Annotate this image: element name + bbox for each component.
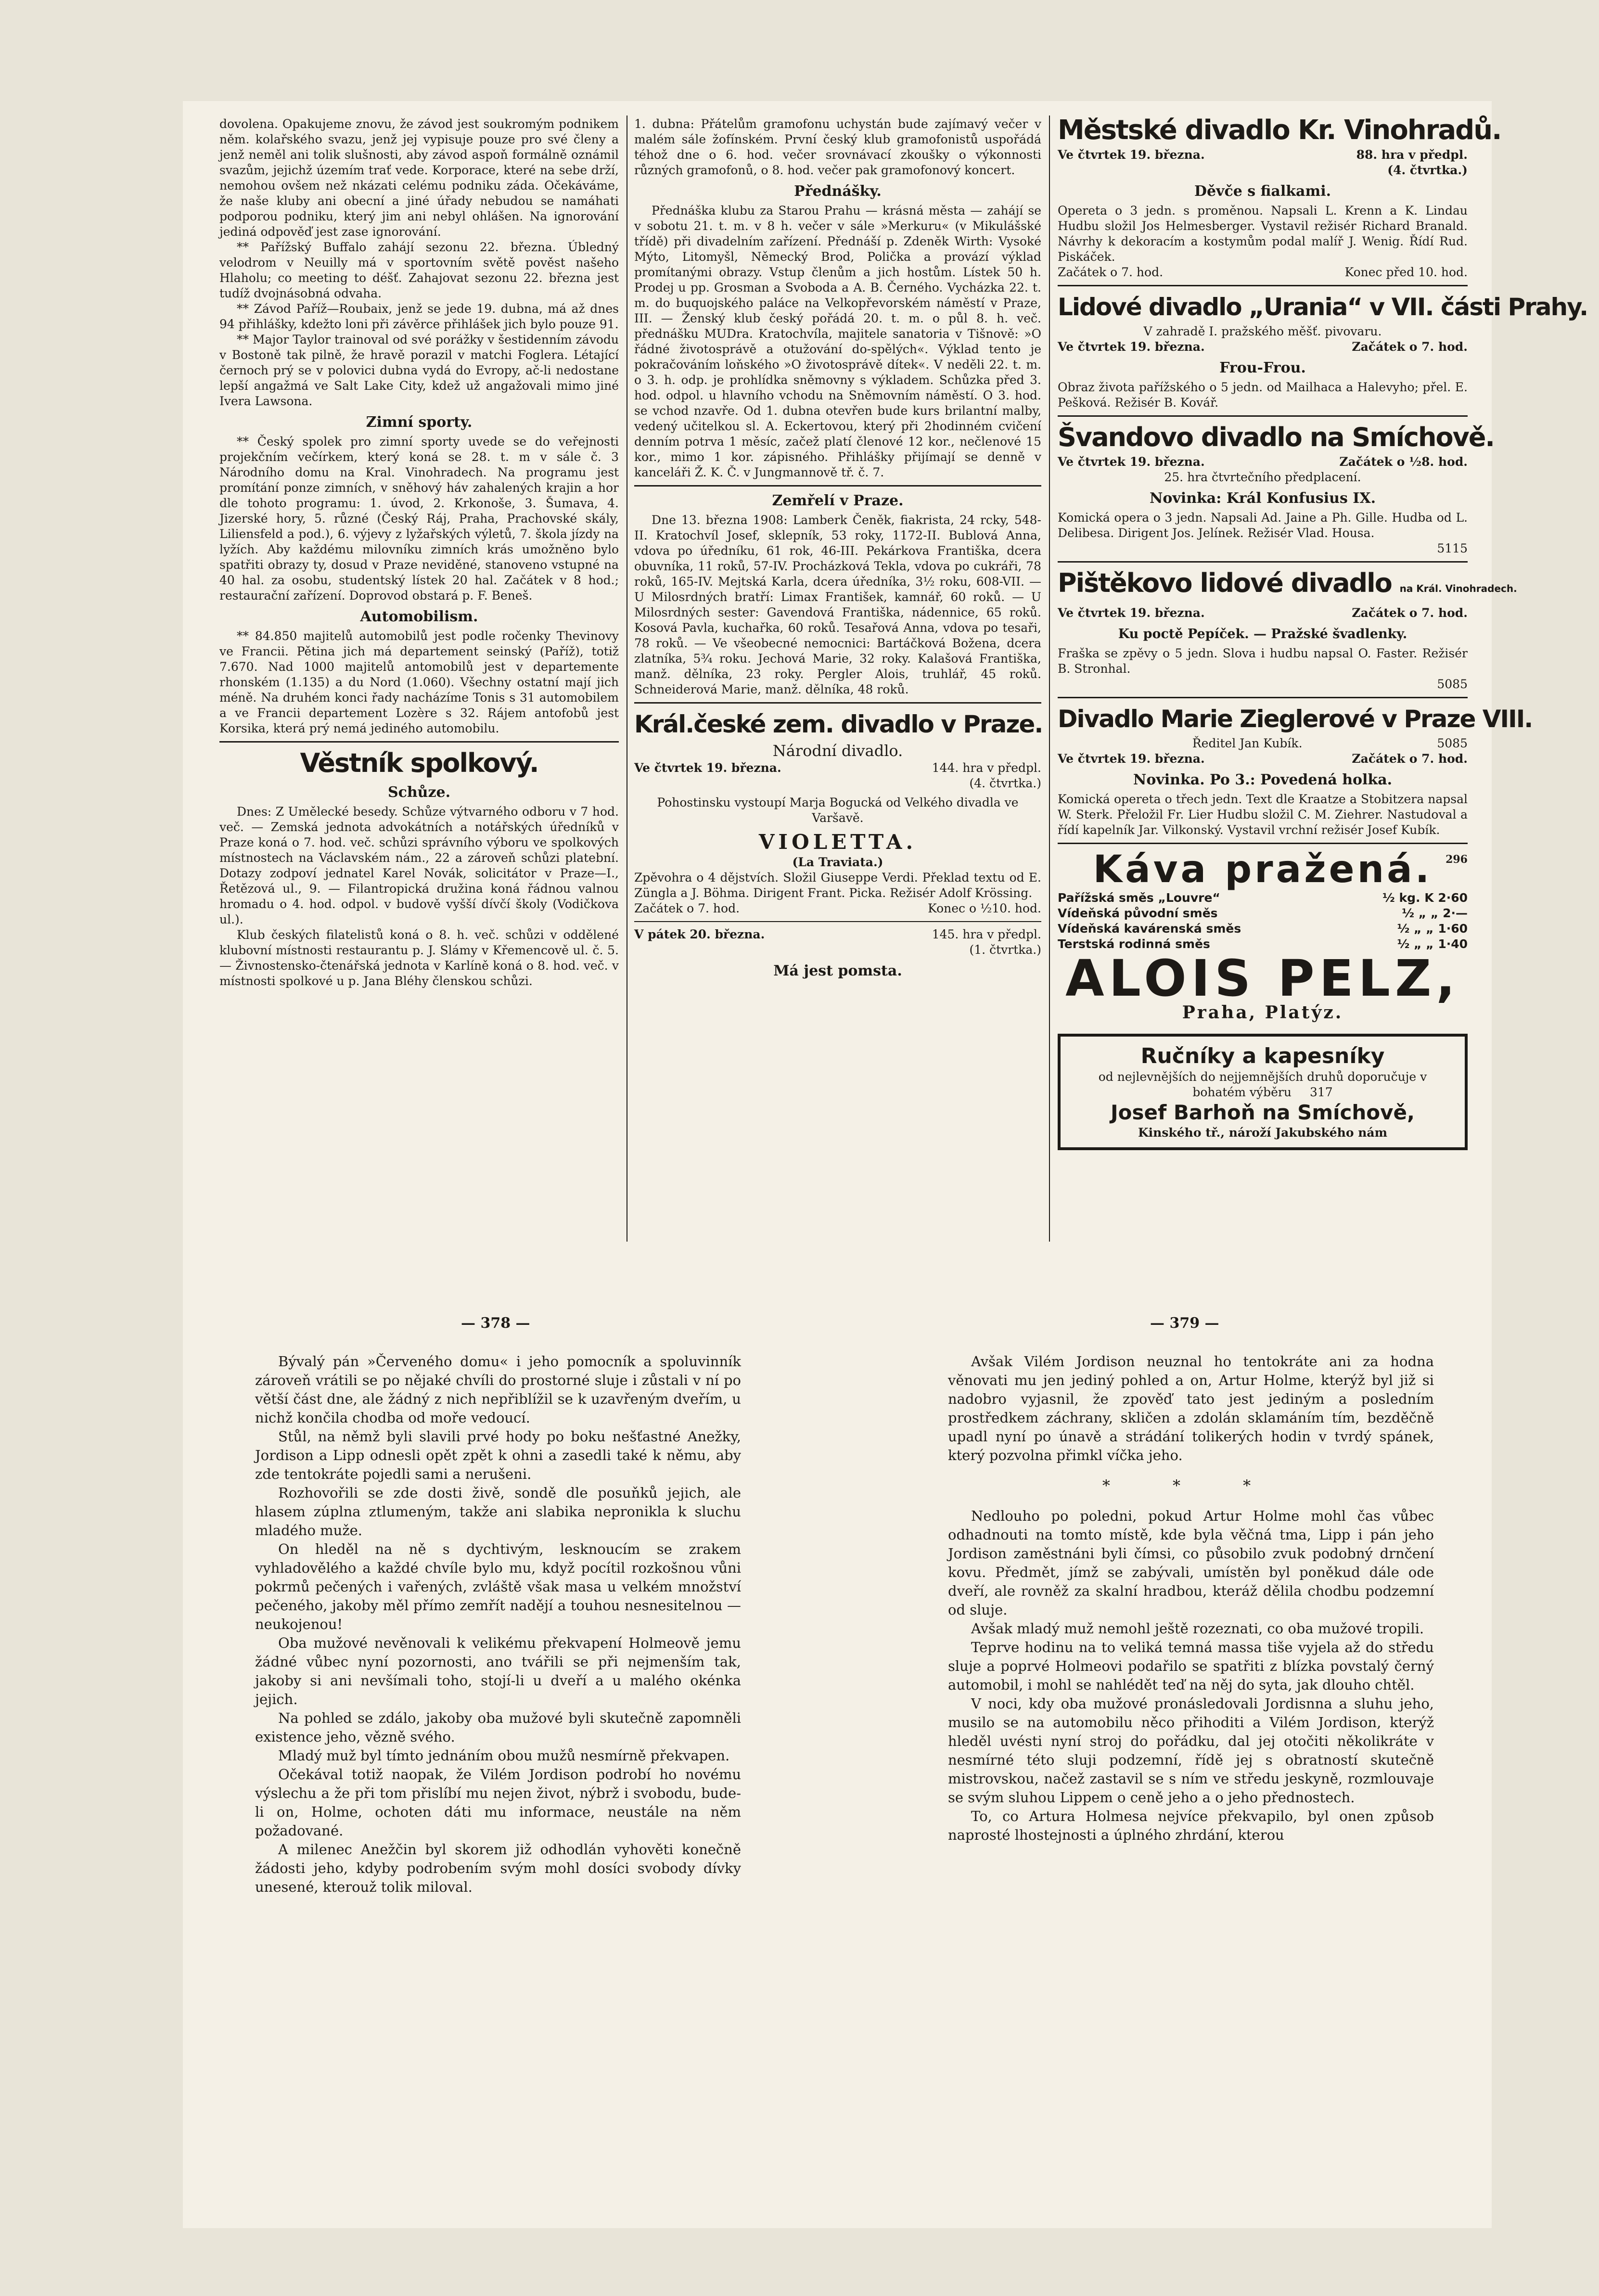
guest-note: Pohostinsku vystoupí Marja Bogucká od Velkého divadla ve Varšavě. xyxy=(657,795,1019,825)
story-paragraph: Avšak mladý muž nemohl ještě rozeznati, co oba mužové tropili. xyxy=(971,1620,1424,1637)
coffee-ad xyxy=(1058,849,1468,890)
sports-item-taylor: ** Major Taylor trainoval od své porážky v šestidenním závodu v Bostoně tak pilně, že hravě porazil v matchi Foglera. Létající černoch prý se v polovici dubna vydá do Evropy, ač-li nedostane lepší angažmá ve Salt Lake City, kdež už angažovali mimo jiné Ivera Lawsona. xyxy=(219,333,619,408)
section-heading-auto: Automobilism. xyxy=(360,608,478,625)
divider xyxy=(634,485,1041,487)
theatre-pistek-name: Pištěkovo lidové divadlo xyxy=(1058,568,1392,598)
play-description: Opereta o 3 jedn. s proměnou. Napsali L. Krenn a K. Lindau Hudbu složil Jos Helmesberger. Vystavil režisér Richard Branald. Návrhy k dekoracím a kostymům podal malíř J. Wenig. Řídí Rud. Piskáček. xyxy=(1058,204,1468,264)
schedule-date: Ve čtvrtek 19. března. xyxy=(1058,455,1205,469)
play-title: Novinka. Po 3.: Povedená holka. xyxy=(1133,771,1393,788)
towels-ad xyxy=(1058,1034,1468,1150)
theatre-ziegler-title: Divadlo Marie Zieglerové v Praze VIII. xyxy=(1058,705,1533,733)
schedule-row xyxy=(634,942,1041,958)
start-time: Začátek o 7. hod. xyxy=(1352,340,1468,354)
theatre-pistek-location: na Král. Vinohradech. xyxy=(1399,583,1517,594)
column-divider xyxy=(1049,115,1050,1242)
section-break-stars: * * * xyxy=(1102,1476,1280,1495)
schedule-date: Ve čtvrtek 19. března. xyxy=(1058,752,1205,766)
schedule-row xyxy=(1058,454,1468,470)
story-paragraph: On hleděl na ně s dychtivým, lesknoucím se zrakem vyhladovělého a každé chvíle bylo mu, když pocítil rozkošnou vůni pokrmů pečených i vařených, zvláště však masa u velkém množství pečeného, jakoby měl přímo zemřít nadějí a touhou nesnesitelnou — neukojenou! xyxy=(255,1541,741,1632)
merchant-address: Praha, Platýz. xyxy=(1182,1002,1343,1023)
divider xyxy=(634,702,1041,704)
play-description: Fraška se zpěvy o 5 jedn. Slova i hudbu napsal O. Faster. Režisér B. Stronhal. xyxy=(1058,646,1468,676)
column-theatres xyxy=(1058,112,1588,1150)
story-paragraph: Mladý muž byl tímto jednáním obou mužů nesmírně překvapen. xyxy=(278,1747,730,1764)
schedule-date: Ve čtvrtek 19. března. xyxy=(1058,606,1205,620)
gramophone-text: 1. dubna: Přátelům gramofonu uchystán bude zajímavý večer v malém sále žofínském. První český klub gramofonistů uspořádá téhož dne o 6. hod. večer srovnávací zkoušky o výkonnosti různých gramofonů, o 8. hod. večer pak gramofonový koncert. xyxy=(634,117,1041,177)
page-number-right: — 379 — xyxy=(1150,1315,1219,1332)
sports-intro: dovolena. Opakujeme znovu, že závod jest soukromým podnikem něm. kolařského svazu, jenž jej vypisuje pouze pro své členy a jenž neměl ani tolik slušnosti, aby závod aspoň formálně oznámil svazům, jejichž územím trať vede. Korporace, které na sebe drží, nemohou ovšem než nkázati celému podniku záda. Očekáváme, že naše kluby ani obecní a jiné úřady nebudou se namáhati podporou podniku, který jim ani nebyl ohlášen. Na ignorování jediná odpověď jest zase ignorování. xyxy=(219,117,619,239)
sports-item-buffalo: ** Pařížský Buffalo zahájí sezonu 22. března. Úbledný velodrom v Neuilly má v sportovním světě pověst našeho Hlaholu; co meeting to déšť. Zahajovat sezonu 22. března jest tudíž dvojnásobná odvaha. xyxy=(219,240,619,300)
story-paragraph: Stůl, na němž byli slavili prvé hody po boku nešťastné Anežky, Jordison a Lipp odnesli opět zpět k ohni a zasedli také k němu, aby zde tentokráte pojedli sami a nerušeni. xyxy=(255,1428,741,1482)
section-heading-deaths: Zemřelí v Praze. xyxy=(772,492,904,509)
start-time: Začátek o 7. hod. xyxy=(634,901,740,915)
play-description: Komická opera o 3 jedn. Napsali Ad. Jaine a Ph. Gille. Hudba od L. Delibesa. Dirigent Jos. Jelínek. Režisér Vlad. Housa. xyxy=(1058,511,1468,540)
ad-number: 5115 xyxy=(1437,541,1468,555)
theatre-national-subtitle: Národní divadlo. xyxy=(772,742,903,760)
story-paragraph: Nedlouho po poledni, pokud Artur Holme mohl čas vůbec odhadnouti na tomto místě, kde byla věčná tma, Lipp i pán jeho Jordison zaměstnáni byli čímsi, co působilo zvuk podobný drnčení kovu. Předmět, jímž se zabývali, umístěn byl poněkud dále ode dveří, ale rovněž za skalní hradbou, kteráž dělila chodbu podzemní od sluje. xyxy=(948,1508,1434,1618)
story-left-column xyxy=(255,1352,741,1897)
coffee-qty: ½ kg. K xyxy=(1382,891,1434,905)
director: Ředitel Jan Kubík. xyxy=(1192,736,1303,750)
schedule-row xyxy=(1058,736,1468,751)
ad-number-row xyxy=(1058,541,1468,556)
play-description: Komická opereta o třech jedn. Text dle Kraatze a Stobitzera napsal W. Sterk. Přeložil Fr. Lier Hudbu složil C. M. Ziehrer. Nastudoval a řídí kapelník Jar. Vilkonský. Vystavil vrchní režisér Josef Kubík. xyxy=(1058,792,1468,837)
schedule-row xyxy=(1058,751,1468,767)
coffee-price: 1·60 xyxy=(1438,922,1468,936)
story-paragraph: To, co Artura Holmesa nejvíce překvapilo, byl onen způsob naprosté lhostejnosti a úplného zhrdání, kterou xyxy=(948,1808,1434,1843)
schedule-row xyxy=(634,927,1041,942)
venue-note: V zahradě I. pražského měšť. pivovaru. xyxy=(1143,324,1382,338)
lectures-text: Přednáška klubu za Starou Prahu — krásná města — zahájí se v sobotu 21. t. m. v 8 h. večer v sále »Merkuru« (v Mikulášské třídě) při divadelním zařízení. Přednáší p. Zdeněk Wirth: Vysoké Mýto, Litomyšl, Německý Brod, Polička a provází výklad promítanými obrazy. Vstup členům a jich hostům. Lístek 50 h. Prodej u pp. Grosman a Svoboda a A. B. Černého. Vycházka 22. t. m. do buquojského paláce na Velkopřevorském náměstí v Praze, III. — Ženský klub český pořádá 20. t. m. o půl 8. h. več. přednášku MUDra. Kratochvíla, majitele sanatoria v Tišnově: »O řádné životosprávě a otužování do-spělých«. Výklad tento je pokračováním loňského »O životosprávě dítek«. V neděli 22. t. m. o 3. h. odp. je prohlídka sněmovny s výkladem. Schůzka před 3. hod. odpol. u hlavního vchodu na Sněmovním náměstí. O 3. hod. se vchod nzavře. Od 1. dubna otevřen bude kurs brilantní malby, vedený učitelkou sl. A. Eckertovou, který při 2hodinném cvičení denním potrva 1 měsíc, začež platí členové 12 kor., nečlenové 15 kor., mimo 1 kor. zápisného. Přihlášky přijímají se denně v kanceláři Ž. K. Č. v Jungmannově tř. č. 7. xyxy=(634,204,1041,479)
story-paragraph: Na pohled se zdálo, jakoby oba mužové byli skutečně zapomněli existence jeho, vězně svého. xyxy=(255,1710,741,1745)
story-right-column xyxy=(948,1352,1434,1845)
coffee-price: 2·— xyxy=(1443,906,1468,920)
column-events xyxy=(634,116,1041,983)
theatre-svanda-title: Švandovo divadlo na Smíchově. xyxy=(1058,422,1494,452)
story-paragraph: Avšak Vilém Jordison neuznal ho tentokráte ani za hodna věnovati mu jen jediný pohled a on, Artur Holme, kterýž byl již si nadobro vyjasnil, že zpověď tato jest jediným a posledním prostředkem záchrany, skličen a zdolán sklamáním tím, bezděčně upadl nyní po únavě a strádání tolikerých hodin v tvrdý spánek, který pozvolna přimkl víčka jeho. xyxy=(948,1353,1434,1463)
story-paragraph: Bývalý pán »Červeného domu« i jeho pomocník a spoluvinník zároveň vrátili se po nějaké chvíli do prostorné sluje i zůstali v ní po větší část dne, ale žádný z nich nepřiblížil se k uzavřeným dveřím, u nichž končila chodba od moře vedoucí. xyxy=(255,1353,741,1426)
story-paragraph: Oba mužové nevěnovali k velikému překvapení Holmeově jemu žádné vůbec nyní pozornosti, ano tvářili se při nejmenším tak, jakoby si ani nevšímali toho, stojí-li u dveří a u malého okénka jejich. xyxy=(255,1635,741,1707)
deaths-text: Dne 13. března 1908: Lamberk Čeněk, fiakrista, 24 rcky, 548-II. Kratochvíl Josef, sklepník, 53 roky, 1172-II. Bublová Anna, vdova po úředníku, 61 rok, 46-III. Pekárkova Františka, dcera obuvníka, 11 roků, 57-IV. Procházková Tekla, vdova po cukráři, 78 roků, 165-IV. Mejtská Karla, dcera úředníka, 3½ roku, 608-VII. — U Milosrdných bratří: Limax František, kamnář, 60 roků. — U Milosrdných sester: Gavendová Františka, nádennice, 65 roků. Kosová Pavla, kuchařka, 60 roků. Tesařová Anna, vdova po tesaři, 78 roků. — Ve všeobecné nemocnici: Bartáčková Božena, dcera zlatníka, 5¾ roku. Jechová Marie, 32 roky. Kalašová Františka, manž. dělníka, 23 roky. Pergler Alois, truhlář, 45 roků. Schneiderová Marie, manž. dělníka, 48 roků. xyxy=(634,513,1041,696)
schedule-subscription-note: (4. čtvrtka.) xyxy=(1387,163,1468,177)
end-time: Konec před 10. hod. xyxy=(1344,265,1468,279)
section-heading-lectures: Přednášky. xyxy=(794,183,882,200)
play-title: Děvče s fialkami. xyxy=(1194,183,1331,200)
coffee-blend: Vídeňská původní směs xyxy=(1058,906,1218,920)
schedule-date: Ve čtvrtek 19. března. xyxy=(1058,340,1205,354)
schedule-date: V pátek 20. března. xyxy=(634,927,765,941)
play-title: Ku poctě Pepíček. — Pražské švadlenky. xyxy=(1118,627,1407,641)
sports-item-roubaix: ** Závod Paříž—Roubaix, jenž se jede 19. dubna, má až dnes 94 přihlášky, kdežto loni při závěrce přihlášek jich bylo pouze 91. xyxy=(219,302,619,331)
divider xyxy=(219,741,619,743)
automobilism-text: ** 84.850 majitelů automobilů jest podle ročenky Thevinovy ve Francii. Pětina jich má departement seinský (Paříž), totiž 7.670. Nad 1000 majitelů antomobilů jest v departemente rhonském (1.135) a du Nord (1.060). Všechny ostatní mají jich méně. Na druhém konci řady nacházíme Tonis s 31 automobilem a ve Francii departement Lozère s 32. Rájem antofobů jest Korsika, která prý nemá jediného automobilu. xyxy=(219,629,619,735)
divider xyxy=(634,921,1041,922)
subscription-note: 25. hra čtvrtečního předplacení. xyxy=(1164,470,1361,484)
schedule-row xyxy=(634,760,1041,776)
schedule-date: Ve čtvrtek 19. března. xyxy=(1058,148,1205,162)
merchant-name: ALOIS PELZ, xyxy=(1065,949,1460,1008)
coffee-price-row xyxy=(1058,906,1468,921)
schedule-row xyxy=(634,776,1041,791)
ad-headline: Ručníky a kapesníky xyxy=(1140,1044,1385,1068)
opera-description: Zpěvohra o 4 dějstvích. Složil Giuseppe Verdi. Překlad textu od E. Züngla a J. Böhma. Dirigent Frant. Picka. Režisér Adolf Krössing. xyxy=(634,871,1041,900)
schedule-row xyxy=(1058,339,1468,355)
coffee-price-row xyxy=(1058,890,1468,906)
ad-number: 296 xyxy=(1445,853,1468,866)
theatre-pistek-title xyxy=(1058,567,1517,604)
coffee-title: Káva pražená. xyxy=(1093,848,1433,891)
coffee-qty: ½ „ „ xyxy=(1397,922,1434,936)
start-time: Začátek o ½8. hod. xyxy=(1339,455,1468,469)
winter-sports-text: ** Český spolek pro zimní sporty uvede se do veřejnosti projekčním večírkem, který koná se 28. t. m v sále č. 3 Národního domu na Kral. Vinohradech. Na programu jest promítání ponze zimních, v sněhový háv zahalených krajin a hor dle tohoto programu: 1. úvod, 2. Krkonoše, 3. Šumava, 4. Jizerské hory, 5. různé (Český Ráj, Praha, Prachovské skály, Liliensfeld a pod.), 6. výjevy z lyžařských výletů, 7. škola jízdy na lyžích. Aby každému milovníku zimních krás umožněno bylo spatřiti obrazy ty, dosud v Praze neviděné, stanoveno vstupné na 40 hal. za osobu, studentský lístek 20 hal. Začátek v 8 hod.; restaurační zařízení. Doprovod obstará p. F. Beneš. xyxy=(219,435,619,603)
schedule-subscription-note: (4. čtvrtka.) xyxy=(969,776,1041,790)
coffee-price-list xyxy=(1058,890,1468,952)
section-heading-winter: Zimní sporty. xyxy=(366,414,473,431)
newspaper-page xyxy=(183,101,1588,2228)
coffee-blend: Terstská rodinná směs xyxy=(1058,937,1210,951)
coffee-qty: ½ „ „ xyxy=(1397,937,1434,951)
opera-title: VIOLETTA. xyxy=(758,830,917,854)
schedule-subscription: 144. hra v předpl. xyxy=(932,761,1041,775)
story-paragraph: V noci, kdy oba mužové pronásledovali Jordisnna a sluhu jeho, musilo se na automobilu něco přihoditi a Vilém Jordison, kterýž hleděl uvésti nyní stroj do pořádku, dal jej otočiti několikráte v nesmírné této sluji podzemní, řídě jej s obratností skutečně mistrovskou, načež zastavil se s ním ve středu jeskyně, rozmlouvaje se svým sluhou Lippem o ceně jeho a o jeho přednostech. xyxy=(948,1695,1434,1806)
ad-number-row xyxy=(1058,677,1468,692)
schedule-subscription: 88. hra v předpl. xyxy=(1356,148,1468,162)
coffee-price: 1·40 xyxy=(1438,937,1468,951)
story-paragraph: A milenec Anežčin byl skorem již odhodlán vyhověti konečně žádosti jeho, kdyby podrobením svým mohl dosíci svobody dívky unesené, kterouž tolik miloval. xyxy=(255,1841,741,1895)
divider xyxy=(1058,285,1468,286)
divider xyxy=(1058,561,1468,563)
divider xyxy=(1058,843,1468,844)
play-title: Novinka: Král Konfusius IX. xyxy=(1149,490,1376,507)
coffee-qty: ½ „ „ xyxy=(1402,906,1439,920)
schedule-row xyxy=(1058,147,1468,163)
coffee-price-row xyxy=(1058,921,1468,936)
ad-address: Kinského tř., nároží Jakubského nám xyxy=(1138,1126,1388,1140)
schedule-subscription: 145. hra v předpl. xyxy=(932,927,1041,941)
story-paragraph: Očekával totiž naopak, že Vilém Jordison podrobí ho novému výslechu a že při tom přislíbí mu nejen život, nýbrž i svobodu, bude-li on, Holme, ochoten dáti mu informace, neustále na něm požadované. xyxy=(255,1766,741,1839)
coffee-price: 2·60 xyxy=(1438,891,1468,905)
ad-text-line: od nejlevnějších do nejjemnějších druhů doporučuje v bohatém výběru xyxy=(1098,1070,1427,1099)
start-time: Začátek o 7. hod. xyxy=(1352,752,1468,766)
meetings-text: Dnes: Z Umělecké besedy. Schůze výtvarného odboru v 7 hod. več. — Zemská jednota advokátních a notářských úředníků v Praze koná o 7. hod. več. schůzi správního výboru ve spolkových místnostech na Václavském nám., 22 a zároveň schůzi platební. Dotazy zodpoví jednatel Karel Novák, solicitátor v Praze—I., Řetězová ul., 9. — Filantropická družina koná řádnou valnou hromadu o 4. hod. odpol. v budově vyšší dívčí školy (Vodičkova ul.). xyxy=(219,805,619,926)
play-description: Obraz života pařížského o 5 jedn. od Mailhaca a Halevyho; přel. E. Pešková. Režisér B. Kovář. xyxy=(1058,380,1468,410)
divider xyxy=(1058,697,1468,698)
schedule-subscription-note: (1. čtvrtka.) xyxy=(969,943,1041,957)
end-time: Konec o ½10. hod. xyxy=(928,901,1041,915)
divider xyxy=(1058,415,1468,417)
ad-text xyxy=(1070,1069,1455,1100)
opera-subtitle: (La Traviata.) xyxy=(792,855,883,869)
theatre-urania-title: Lidové divadlo „Urania“ v VII. části Prahy. xyxy=(1058,293,1588,321)
schedule-row xyxy=(634,901,1041,916)
page-number-left: — 378 — xyxy=(461,1315,530,1332)
theatre-vinohrady-title: Městské divadlo Kr. Vinohradů. xyxy=(1058,115,1501,146)
coffee-blend: Pařížská směs „Louvre“ xyxy=(1058,891,1220,905)
column-sports xyxy=(219,116,619,989)
next-play: Má jest pomsta. xyxy=(773,962,902,979)
section-title-vestnik: Věstník spolkový. xyxy=(300,748,538,778)
start-time: Začátek o 7. hod. xyxy=(1058,265,1164,279)
schedule-row xyxy=(1058,163,1468,178)
schedule-date: Ve čtvrtek 19. března. xyxy=(634,761,781,775)
theatre-national-title: Král.české zem. divadlo v Praze. xyxy=(634,710,1043,738)
section-heading-schuze: Schůze. xyxy=(387,784,451,801)
start-time: Začátek o 7. hod. xyxy=(1352,606,1468,620)
play-title: Frou-Frou. xyxy=(1219,359,1306,376)
schedule-row xyxy=(1058,605,1468,621)
ad-number: 317 xyxy=(1309,1085,1333,1099)
meetings-text-2: Klub českých filatelistů koná o 8. h. več. schůzi v oddělené klubovní místnosti restaurantu p. J. Slámy v Křemencově ul. č. 5. — Živnostensko-čtenářská jednota v Karlíně koná o 8. hod. več. v místnosti spolkové u p. Jana Bléhy členskou schůzi. xyxy=(219,928,619,988)
ad-merchant: Josef Barhoň na Smíchově, xyxy=(1111,1101,1415,1124)
schedule-row xyxy=(1058,265,1468,280)
story-paragraph: Rozhovořili se zde dosti živě, sondě dle posuňků jejich, ale hlasem zúplna ztlumeným, takže ani slabika nepronikla k sluchu mladého muže. xyxy=(255,1485,741,1539)
coffee-blend: Vídeňská kavárenská směs xyxy=(1058,922,1241,936)
story-paragraph: Teprve hodinu na to veliká temná massa tiše vyjela až do středu sluje a poprvé Holmeovi podařilo se spatřiti z blízka povstalý černý automobil, i mohl se nahlédět teď na něj do syta, jak dlouho chtěl. xyxy=(948,1639,1434,1693)
ad-number: 5085 xyxy=(1437,736,1468,750)
ad-number: 5085 xyxy=(1437,677,1468,691)
